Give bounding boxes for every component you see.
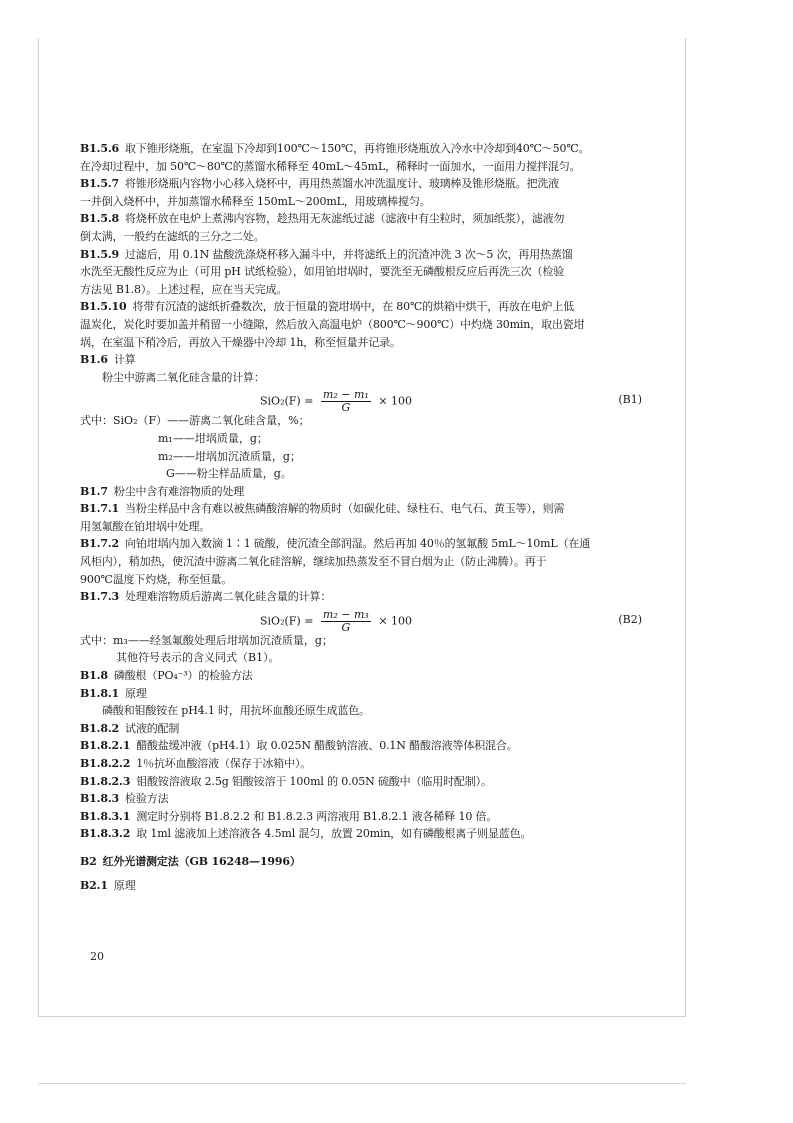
formula: SiO₂(F) = $\frac{\text{m₂ − m₃}}{G}$ × 100	[260, 607, 413, 634]
text-line: 温炭化，炭化时要加盖并稍留一小缝隙，然后放入高温电炉（800℃～900℃）中灼烧 30min，取出瓷坩	[80, 317, 585, 331]
text-line: 用氢氟酸在铂坩埚中处理。	[80, 519, 211, 533]
fraction: $\frac{\text{m₂ − m₃}}{G}$	[322, 607, 369, 634]
heading-b2-1: B2.1 原理	[80, 878, 136, 892]
var-definition: 其他符号表示的含义同式（B1）。	[116, 651, 280, 665]
var-definition: 式中：m₃——经氢氟酸处理后坩埚加沉渣质量，g；	[80, 633, 333, 647]
text-line: 磷酸和钼酸铵在 pH4.1 时，用抗坏血酸还原生成蓝色。	[102, 704, 370, 718]
document-body	[80, 140, 642, 894]
para-b1-8-3-2: B1.8.3.2 取 1ml 滤液加上述溶液各 4.5ml 混匀，放置 20min，如有磷酸根离子则显蓝色。	[80, 827, 532, 841]
para-b1-8-2-2: B1.8.2.2 1％抗坏血酸溶液（保存于冰箱中）。	[80, 757, 312, 770]
text-line: 风柜内），稍加热，使沉渣中游离二氧化硅溶解，继续加热蒸发至不冒白烟为止（防止沸腾）。再于	[80, 555, 547, 569]
para-b1-5-9: B1.5.9 过滤后，用 0.1N 盐酸洗涤烧杯移入漏斗中，并将滤纸上的沉渣冲洗 3 次～5 次，再用热蒸馏	[80, 247, 573, 261]
var-definition: 式中：SiO₂（F）——游离二氧化硅含量，%；	[80, 414, 310, 428]
para-b1-7-1: B1.7.1 当粉尘样品中含有难以被焦磷酸溶解的物质时（如碳化硅、绿柱石、电气石、黄玉等），则需	[80, 502, 565, 516]
text-line: 900℃温度下灼烧，称至恒量。	[80, 572, 233, 586]
text-line: 方法见 B1.8）。上述过程，应在当天完成。	[80, 282, 288, 296]
para-b1-8-2-1: B1.8.2.1 醋酸盐缓冲液（pH4.1）取 0.025N 醋酸钠溶液、0.1N 醋酸溶液等体积混合。	[80, 739, 518, 753]
text-line: 粉尘中游离二氧化硅含量的计算：	[102, 370, 265, 384]
para-b1-8-2-3: B1.8.2.3 钼酸铵溶液取 2.5g 钼酸铵溶于 100ml 的 0.05N 硫酸中（临用时配制）。	[80, 774, 492, 788]
equation-label: (B1)	[618, 393, 642, 407]
heading-b1-8-3: B1.8.3 检验方法	[80, 792, 169, 806]
equation-b2	[80, 606, 642, 632]
para-b1-7-3: B1.7.3 处理难溶物质后游离二氧化硅含量的计算：	[80, 590, 332, 604]
text-line: 倒太满，一般约在滤纸的三分之二处。	[80, 229, 265, 243]
page-number: 20	[90, 950, 104, 963]
formula: SiO₂(F) = $\frac{\text{m₂ − m₁}}{G}$ × 100	[260, 388, 413, 415]
var-definition: G——粉尘样品质量，g。	[166, 467, 292, 481]
para-b1-5-7: B1.5.7 将锥形烧瓶内容物小心移入烧杯中，再用热蒸馏水冲洗温度计、玻璃棒及锥形烧瓶。把洗液	[80, 177, 560, 191]
heading-b1-7: B1.7 粉尘中含有难溶物质的处理	[80, 484, 245, 498]
para-b1-8-3-1: B1.8.3.1 测定时分别将 B1.8.2.2 和 B1.8.2.3 两溶液用 B1.8.2.1 液各稀释 10 倍。	[80, 809, 498, 823]
heading-b1-8: B1.8 磷酸根（PO₄⁻³）的检验方法	[80, 669, 253, 683]
text-line: 埚，在室温下稍冷后，再放入干燥器中冷却 1h，称至恒量并记录。	[80, 335, 401, 349]
para-b1-5-10: B1.5.10 将带有沉渣的滤纸折叠数次，放于恒量的瓷坩埚中，在 80℃的烘箱中烘干，再放在电炉上低	[80, 300, 575, 314]
var-definition: m₂——坩埚加沉渣质量，g；	[158, 449, 301, 463]
equation-label: (B2)	[618, 612, 642, 626]
heading-b1-8-2: B1.8.2 试液的配制	[80, 721, 180, 735]
heading-b1-8-1: B1.8.1 原理	[80, 686, 147, 700]
para-b1-5-8: B1.5.8 将烧杯放在电炉上煮沸内容物，趁热用无灰滤纸过滤（滤液中有尘粒时，须加纸浆），滤液勿	[80, 212, 565, 226]
para-b1-7-2: B1.7.2 向铂坩埚内加入数滴 1∶1 硫酸，使沉渣全部润湿。然后再加 40％的氢氟酸 5mL～10mL（在通	[80, 537, 591, 551]
text-line: 在冷却过程中，加 50℃～80℃的蒸馏水稀释至 40mL～45mL，稀释时一面加水，一面用力搅拌混匀。	[80, 159, 581, 173]
bottom-rule	[38, 1083, 686, 1084]
equation-b1	[80, 386, 642, 415]
text-line: 水洗至无酸性反应为止（可用 pH 试纸检验），如用铂坩埚时，要洗至无磷酸根反应后再洗三次（检验	[80, 265, 565, 279]
var-definition: m₁——坩埚质量，g；	[158, 431, 268, 445]
heading-b1-6: B1.6 计算	[80, 353, 136, 367]
fraction: $\frac{\text{m₂ − m₁}}{G}$	[322, 388, 369, 415]
para-b1-5-6: B1.5.6 取下锥形烧瓶，在室温下冷却到100℃～150℃，再将锥形烧瓶放入冷水中冷却到40℃～50℃。	[80, 142, 590, 155]
text-line: 一并倒入烧杯中，并加蒸馏水稀释至 150mL～200mL，用玻璃棒搅匀。	[80, 194, 431, 208]
heading-b2: B2 红外光谱测定法（GB 16248—1996）	[80, 854, 301, 868]
